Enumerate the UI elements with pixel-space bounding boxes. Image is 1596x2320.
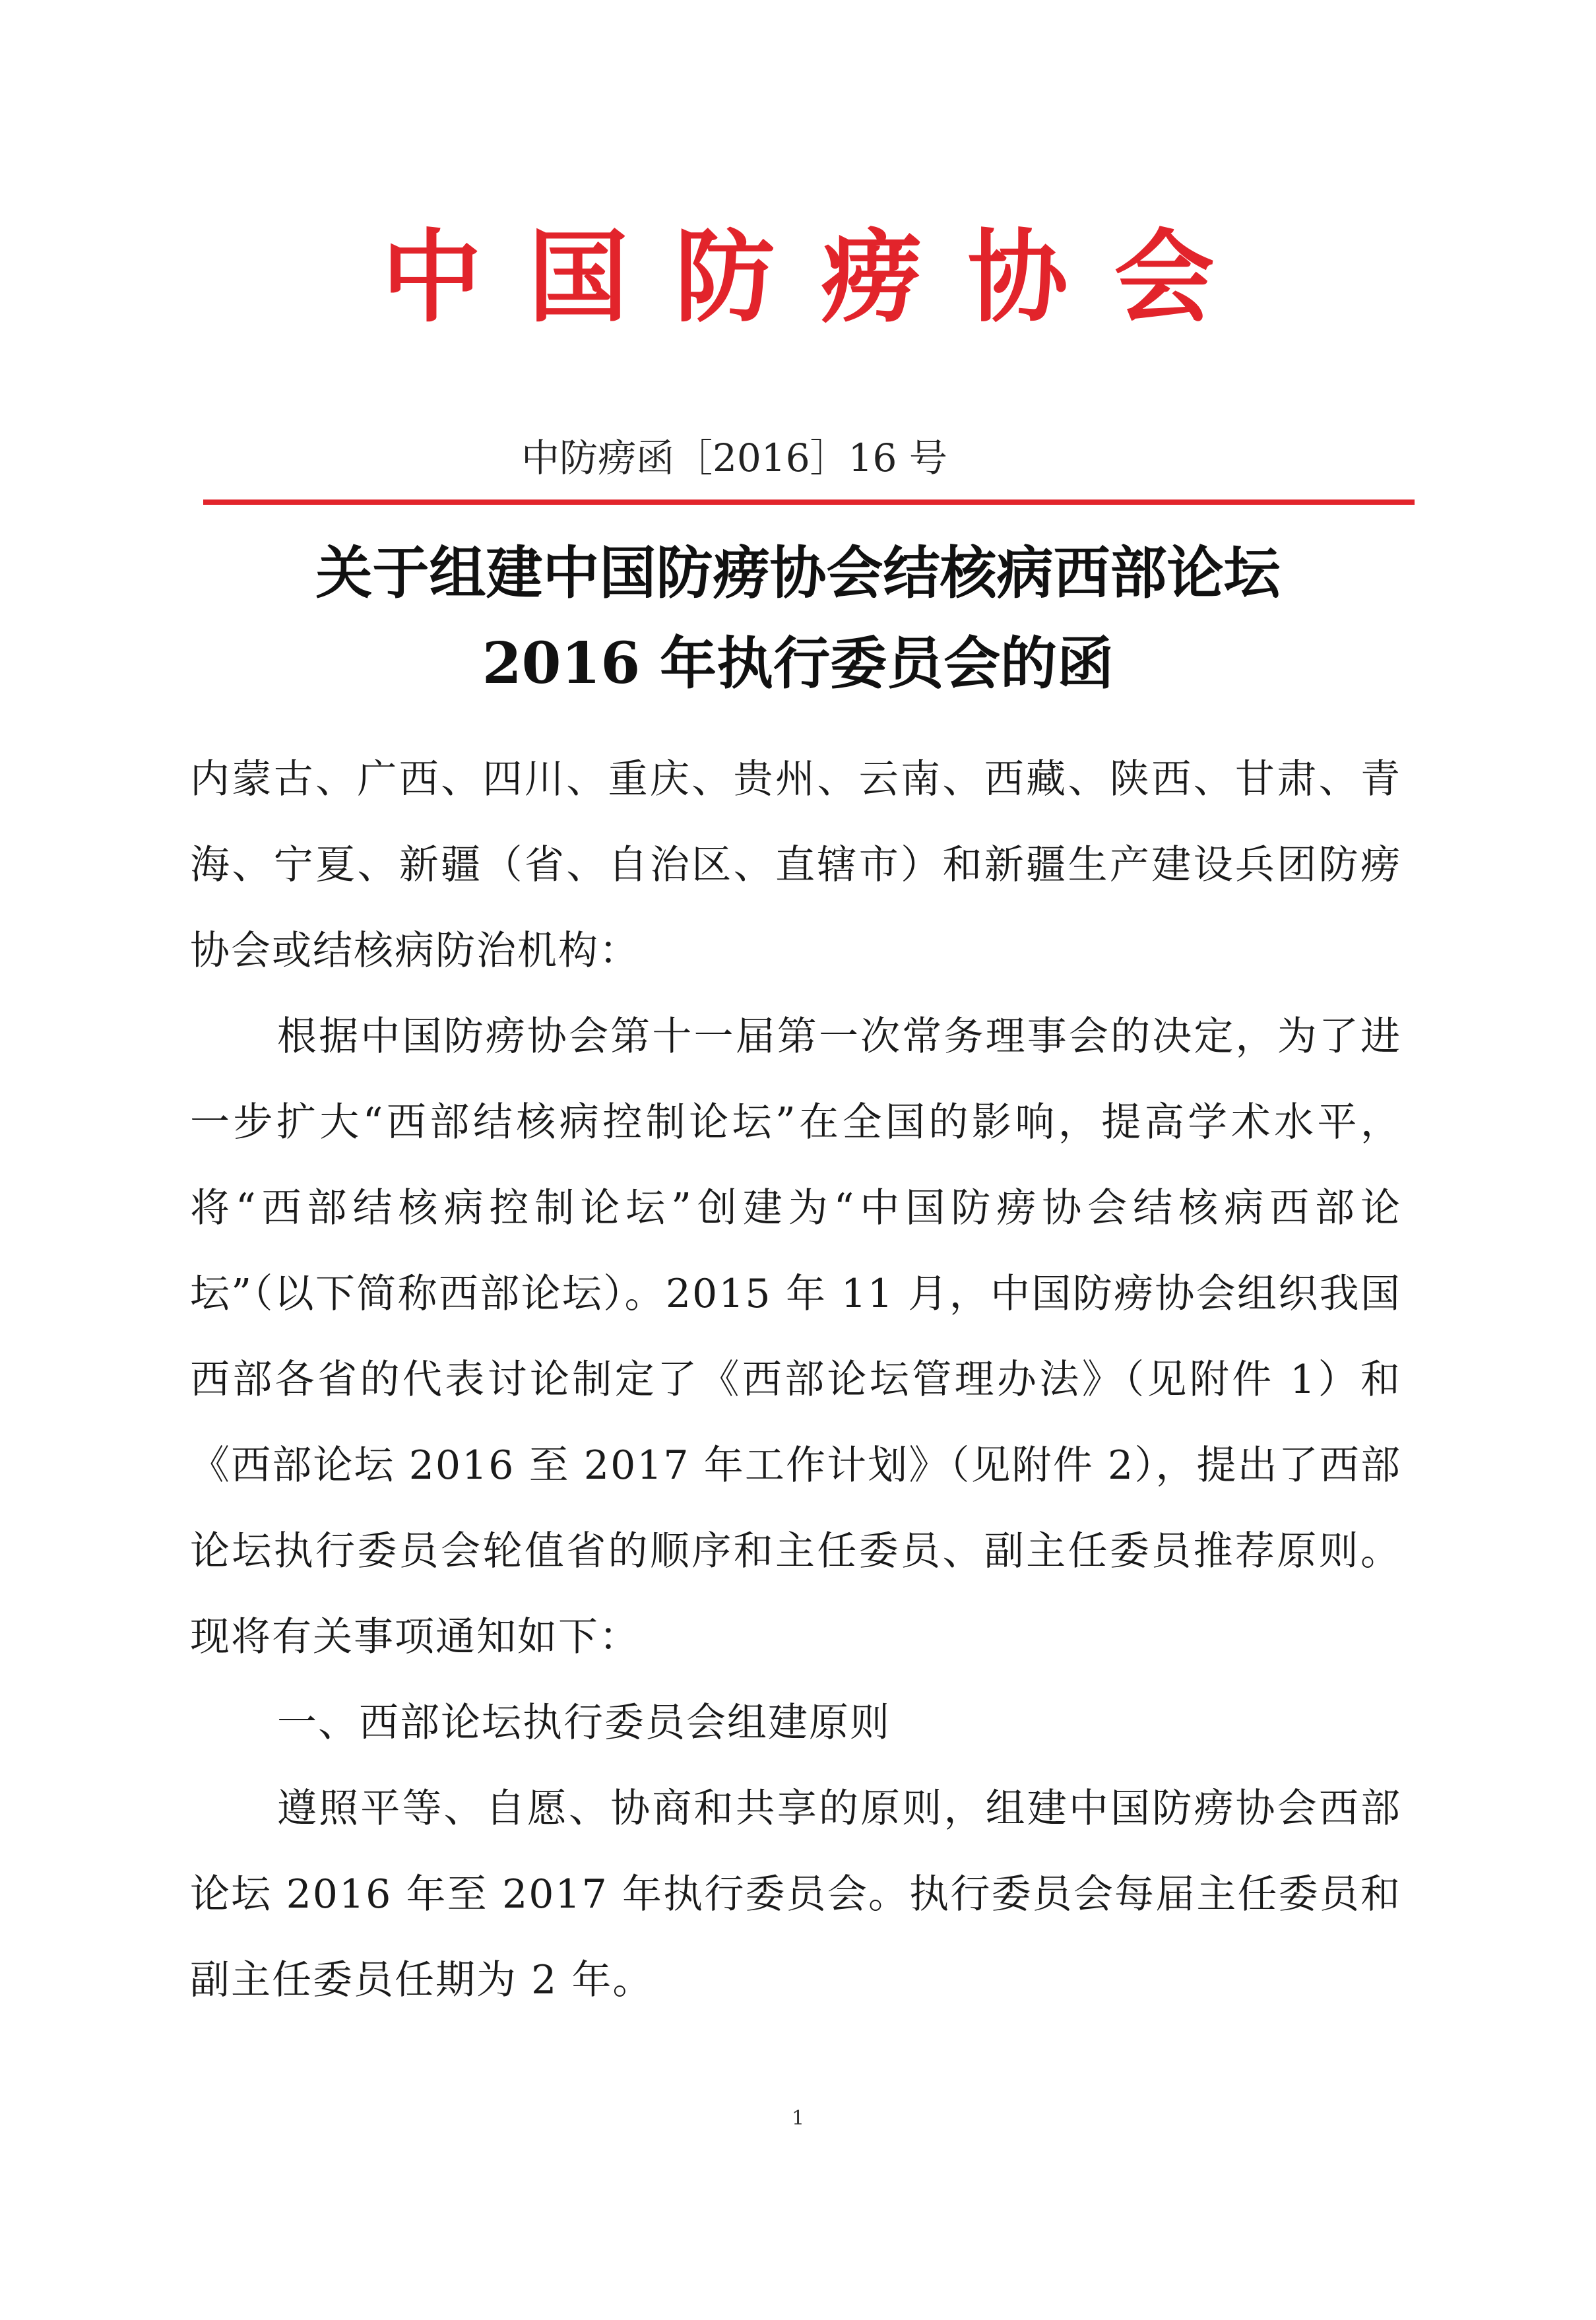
document-title-line-2: 2016 年执行委员会的函: [482, 630, 1114, 697]
document-body: [190, 736, 1401, 2023]
document-number: 中防痨函［2016］16 号: [521, 435, 947, 480]
body-paragraph-2: 遵照平等、自愿、协商和共享的原则，组建中国防痨协会西部论坛 2016 年至 2017 年执行委员会。执行委员会每届主任委员和副主任委员任期为 2 年。: [190, 1786, 1401, 2003]
addressee-paragraph: 内蒙古、广西、四川、重庆、贵州、云南、西藏、陕西、甘肃、青海、宁夏、新疆（省、自治区、直辖市）和新疆生产建设兵团防痨协会或结核病防治机构：: [190, 756, 1401, 974]
document-title-line-1: 关于组建中国防痨协会结核病西部论坛: [315, 540, 1281, 606]
body-paragraph-1: 根据中国防痨协会第十一届第一次常务理事会的决定，为了进一步扩大“西部结核病控制论坛”在全国的影响，提高学术水平，将“西部结核病控制论坛”创建为“中国防痨协会结核病西部论坛”（以下简称西部论坛）。2015 年 11 月，中国防痨协会组织我国西部各省的代表讨论制定了《西部论坛管理办法》（见附件 1）和《西部论坛 2016 至 2017 年工作计划》（见附件 2），提出了西部论坛执行委员会轮值省的顺序和主任委员、副主任委员推荐原则。现将有关事项通知如下：: [190, 1014, 1401, 1660]
red-divider-line: [203, 499, 1415, 505]
section-heading-1: 一、西部论坛执行委员会组建原则: [277, 1700, 891, 1746]
organization-header: 中国防痨协会: [381, 219, 1261, 336]
page-number: 1: [791, 2107, 805, 2130]
